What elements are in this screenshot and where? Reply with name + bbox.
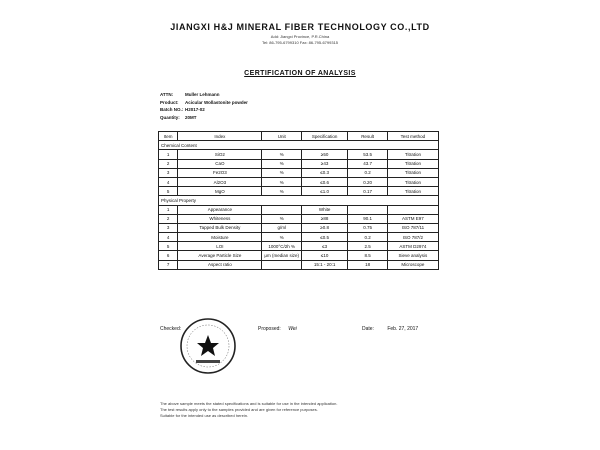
cell-index-name: LOI: [178, 242, 262, 251]
cell-result: 0.75: [348, 223, 388, 232]
table-row: [159, 177, 439, 186]
table-row: [159, 214, 439, 223]
cell-index-name: Whiteness: [178, 214, 262, 223]
footer-line: The test results apply only to the samples provided and are given for reference purposes.: [160, 407, 318, 412]
cell-test-method: ISO 787/11: [387, 223, 438, 232]
cell-result: 0.20: [348, 177, 388, 186]
cell-result: 2.5: [348, 242, 388, 251]
contact-line: Tel: 86-795-6799310 Fax: 86-795-6799315: [261, 40, 339, 45]
header-specification: Specification: [302, 132, 348, 141]
table-row: [159, 150, 439, 159]
cell-result: 90.1: [348, 214, 388, 223]
cell-result: [348, 205, 388, 214]
table-row: [159, 159, 439, 168]
company-seal-icon: [178, 316, 238, 376]
cell-item-number: 2: [159, 214, 178, 223]
cell-result: 18: [348, 260, 388, 269]
cell-unit: %: [262, 159, 302, 168]
cell-result: 8.5: [348, 251, 388, 260]
meta-value: Acicular Wollastonite powder: [185, 99, 248, 105]
cell-item-number: 2: [159, 159, 178, 168]
cell-index-name: Tapped Bulk Density: [178, 223, 262, 232]
section-physical-property: [159, 196, 439, 205]
table-row: [159, 223, 439, 232]
cell-index-name: Moisture: [178, 233, 262, 242]
meta-row-quantity: [160, 114, 248, 122]
cell-index-name: CaO: [178, 159, 262, 168]
cell-specification: ≤0.3: [302, 168, 348, 177]
cell-index-name: Aspect ratio: [178, 260, 262, 269]
section-chemical-content: [159, 141, 439, 150]
cell-specification: ≤3: [302, 242, 348, 251]
meta-value: 20MT: [185, 114, 197, 120]
proposed-name: Wei: [288, 326, 297, 332]
meta-value: H2017-02: [185, 107, 205, 113]
meta-row-batch: [160, 106, 248, 114]
cell-specification: ≤0.5: [302, 233, 348, 242]
cell-item-number: 1: [159, 150, 178, 159]
table-row: [159, 168, 439, 177]
cell-item-number: 4: [159, 177, 178, 186]
cell-test-method: Titration: [387, 168, 438, 177]
meta-key: Quantity:: [160, 114, 180, 120]
meta-value: Muller Lehmann: [185, 92, 220, 97]
cell-unit: %: [262, 168, 302, 177]
cell-test-method: Microscope: [387, 260, 438, 269]
document-title: CERTIFICATION OF ANALYSIS: [244, 70, 356, 77]
date-block: [362, 326, 418, 332]
cell-item-number: 4: [159, 233, 178, 242]
meta-row-product: [160, 99, 248, 107]
cell-item-number: 1: [159, 205, 178, 214]
header-index: Index: [178, 132, 262, 141]
address-line: Add: Jiangxi Province, P.R.China: [270, 34, 330, 39]
cell-test-method: Titration: [387, 187, 438, 196]
date-value: Feb. 27, 2017: [387, 326, 419, 332]
cell-item-number: 3: [159, 168, 178, 177]
header-item: Item: [159, 132, 178, 141]
table-row: [159, 233, 439, 242]
cell-index-name: Fe2O3: [178, 168, 262, 177]
cell-specification: ≥50: [302, 150, 348, 159]
analysis-table: [158, 131, 439, 270]
cell-unit: μm (median size): [262, 251, 302, 260]
cell-item-number: 7: [159, 260, 178, 269]
table-row: [159, 260, 439, 269]
cell-test-method: Titration: [387, 177, 438, 186]
footer-line: The above sample meets the stated specifications and is suitable for use in the intended application.: [160, 401, 338, 406]
date-label: Date:: [362, 326, 374, 332]
cell-specification: ≤1.0: [302, 187, 348, 196]
cell-result: 0.2: [348, 168, 388, 177]
footer-line: Suitable for the intended use as described herein.: [160, 413, 249, 418]
cell-test-method: ISO 787/2: [387, 233, 438, 242]
cell-unit: %: [262, 214, 302, 223]
header-result: Result: [348, 132, 388, 141]
cell-index-name: SiO2: [178, 150, 262, 159]
cell-unit: %: [262, 233, 302, 242]
cell-item-number: 6: [159, 251, 178, 260]
table-row: [159, 205, 439, 214]
cell-specification: White: [302, 205, 348, 214]
meta-row-attn: [160, 91, 248, 99]
cell-unit: %: [262, 150, 302, 159]
meta-key: ATTN:: [160, 92, 174, 97]
header-unit: Unit: [262, 132, 302, 141]
cell-specification: ≥0.8: [302, 223, 348, 232]
cell-index-name: MgO: [178, 187, 262, 196]
cell-test-method: ASTM D2974: [387, 242, 438, 251]
cell-item-number: 5: [159, 242, 178, 251]
cell-unit: [262, 205, 302, 214]
checked-label: Checked:: [160, 326, 182, 332]
cell-test-method: Titration: [387, 150, 438, 159]
cell-specification: ≤0.6: [302, 177, 348, 186]
proposed-signature: [258, 326, 297, 332]
section-chemical-content-label: Chemical Content: [159, 141, 439, 150]
cell-item-number: 3: [159, 223, 178, 232]
cell-unit: %: [262, 177, 302, 186]
footer-note: [160, 401, 450, 419]
cell-specification: ≥43: [302, 159, 348, 168]
meta-block: [160, 91, 248, 121]
cell-index-name: Appearance: [178, 205, 262, 214]
cell-specification: ≥88: [302, 214, 348, 223]
cell-specification: 15:1 - 20:1: [302, 260, 348, 269]
cell-test-method: [387, 205, 438, 214]
cell-index-name: Al2O3: [178, 177, 262, 186]
table-row: [159, 242, 439, 251]
meta-key: Product:: [160, 99, 179, 105]
proposed-label: Proposed:: [258, 326, 281, 332]
cell-result: 43.7: [348, 159, 388, 168]
table-header-row: [159, 132, 439, 141]
company-name: JIANGXI H&J MINERAL FIBER TECHNOLOGY CO.,LTD: [170, 22, 430, 32]
header-test-method: Test method: [387, 132, 438, 141]
table-row: [159, 251, 439, 260]
cell-result: 0.2: [348, 233, 388, 242]
cell-unit: %: [262, 187, 302, 196]
table-row: [159, 187, 439, 196]
cell-item-number: 5: [159, 187, 178, 196]
cell-test-method: Titration: [387, 159, 438, 168]
cell-unit: [262, 260, 302, 269]
cell-unit: 1000°C/2h %: [262, 242, 302, 251]
cell-result: 53.5: [348, 150, 388, 159]
cell-specification: ≤10: [302, 251, 348, 260]
cell-index-name: Average Particle Size: [178, 251, 262, 260]
cell-test-method: Sieve analysis: [387, 251, 438, 260]
cell-test-method: ASTM E97: [387, 214, 438, 223]
cell-result: 0.17: [348, 187, 388, 196]
meta-key: Batch NO.:: [160, 107, 184, 113]
section-physical-property-label: Physical Property: [159, 196, 439, 205]
cell-unit: g/ml: [262, 223, 302, 232]
company-address: [150, 34, 450, 46]
